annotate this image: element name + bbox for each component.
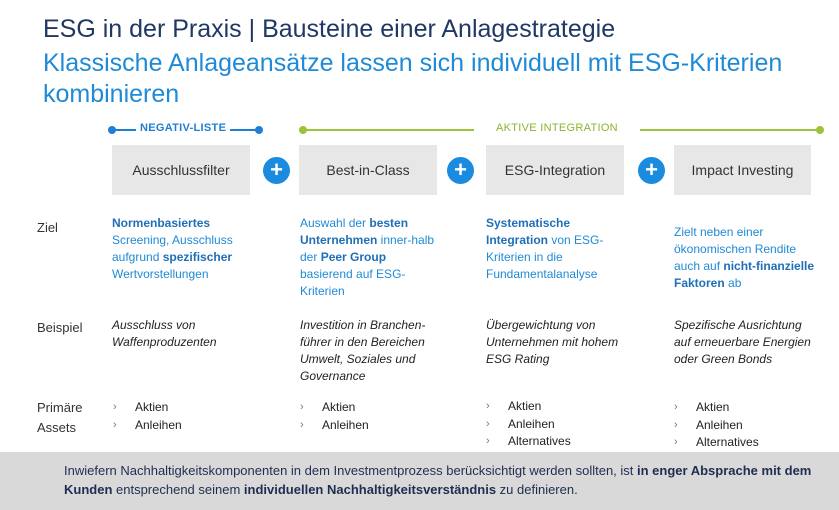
chevron-right-icon: › [113,418,117,431]
emphasis-text: spezifischer [162,250,233,264]
asset-item [300,399,369,417]
body-text: Wertvorstellungen [112,267,209,281]
asset-item [486,433,571,451]
asset-list [300,399,369,434]
approach-box-esg-integration: ESG-Integration [486,145,624,195]
active-integration-start-dot [299,126,307,134]
asset-label: Aktien [322,400,356,414]
asset-label: Alternatives [508,434,571,448]
asset-item [300,417,369,435]
asset-list [486,398,571,451]
emphasis-text: Systematische Integration [486,216,571,247]
asset-label: Anleihen [322,417,369,432]
plus-icon: + [447,157,474,184]
asset-label: Alternatives [696,435,759,449]
body-text: Auswahl der [300,216,370,230]
row-label-assets-line1: Primäre [37,400,83,415]
example-cell: Spezifische Ausrichtung auf erneuerbare Energien oder Green Bonds [674,318,811,366]
plus-icon: + [263,157,290,184]
emphasis-text: nicht-finanzielle Faktoren [674,259,815,290]
chevron-right-icon: › [486,400,490,412]
asset-label: Aktien [696,400,730,414]
goal-cell [486,215,626,283]
page-subtitle: Klassische Anlageansätze lassen sich individuell mit ESG-Kriterien kombinieren [43,49,783,108]
chevron-right-icon: › [674,436,678,448]
chevron-right-icon: › [113,401,117,413]
row-label-goal: Ziel [37,220,58,235]
body-text: Inwiefern Nachhaltigkeitskomponenten in dem Investmentprozess berücksichtigt werden sollten, ist [64,463,638,478]
asset-item [486,416,571,434]
body-text: zu definieren. [496,482,578,497]
body-text: Screening, Ausschluss aufgrund [112,233,233,264]
goal-cell [300,215,438,300]
asset-list [113,399,182,434]
row-label-assets [37,398,83,438]
asset-item [674,434,759,452]
example-cell: Investition in Branchen-führer in den Bereichen Umwelt, Soziales und Governance [300,318,426,383]
asset-label: Anleihen [696,417,743,432]
row-label-assets-line2: Assets [37,420,77,435]
asset-item [486,398,571,416]
negative-list-label: NEGATIV-LISTE [136,122,230,134]
goal-cell [112,215,252,283]
active-integration-end-dot [816,126,824,134]
body-text: ab [724,276,742,290]
example-cell: Ausschluss von Waffenproduzenten [112,318,217,349]
body-text: entsprechend seinem [112,482,244,497]
emphasis-text: Peer Group [320,250,387,264]
chevron-right-icon: › [300,418,304,431]
asset-label: Anleihen [508,416,555,431]
approach-box-impact-investing: Impact Investing [674,145,811,195]
emphasis-text: in enger Absprache mit dem Kunden [64,463,812,497]
emphasis-text: Normenbasiertes [112,216,211,230]
body-text: basierend auf ESG-Kriterien [300,267,406,298]
asset-item [674,417,759,435]
chevron-right-icon: › [300,401,304,413]
negative-list-start-dot [108,126,116,134]
chevron-right-icon: › [486,435,490,447]
asset-item [113,417,182,435]
asset-label: Anleihen [135,417,182,432]
row-label-example: Beispiel [37,320,83,335]
page-title: ESG in der Praxis | Bausteine einer Anlagestrategie [43,15,616,43]
emphasis-text: besten Unternehmen [300,216,409,247]
asset-item [674,399,759,417]
chevron-right-icon: › [486,417,490,430]
approach-box-ausschlussfilter: Ausschlussfilter [112,145,250,195]
body-text: Zielt neben einer ökonomischen Rendite auch auf [674,225,797,273]
goal-cell [674,224,816,292]
asset-label: Aktien [508,399,542,413]
chevron-right-icon: › [674,418,678,431]
chevron-right-icon: › [674,401,678,413]
asset-list [674,399,759,452]
active-integration-label: AKTIVE INTEGRATION [474,122,640,134]
body-text: inner-halb der [300,233,435,264]
footer-note [0,452,839,510]
emphasis-text: individuellen Nachhaltigkeitsverständnis [243,482,497,497]
example-cell: Übergewichtung von Unternehmen mit hohem ESG Rating [486,318,619,366]
approach-box-best-in-class: Best-in-Class [299,145,437,195]
body-text: von ESG-Kriterien in die Fundamentalanalyse [486,233,604,281]
asset-label: Aktien [135,400,169,414]
asset-item [113,399,182,417]
negative-list-end-dot [255,126,263,134]
plus-icon: + [638,157,665,184]
